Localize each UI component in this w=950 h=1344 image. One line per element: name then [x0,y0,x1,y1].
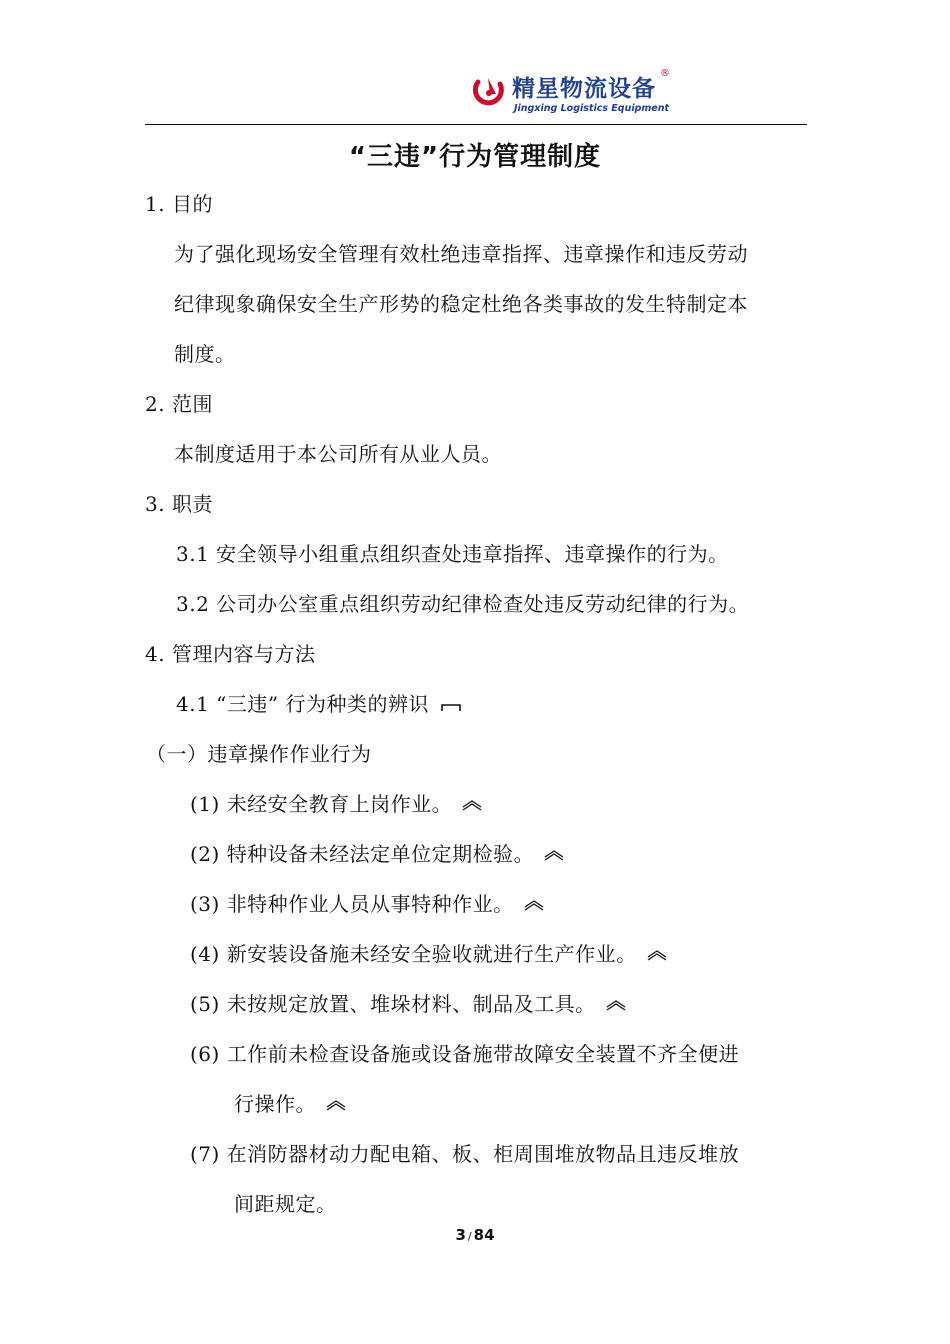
list-item-text: (1) 未经安全教育上岗作业。 [190,792,453,816]
list-item [190,890,545,918]
logo-chinese-name: 精星物流设备 [512,76,656,102]
page-number [0,1226,950,1244]
clause-4-1-text: 4.1 “三违” 行为种类的辨识 [176,692,429,716]
company-logo [470,68,680,120]
logo-icon [472,74,506,108]
list-item: (7) 在消防器材动力配电箱、板、柜周围堆放物品且违反堆放 [190,1142,740,1166]
page-separator: / [467,1230,472,1243]
section-1-paragraph-line: 纪律现象确保安全生产形势的稳定杜绝各类事故的发生特制定本 [174,292,748,316]
registered-mark: ® [660,68,670,79]
list-item-text: (3) 非特种作业人员从事特种作业。 [190,892,514,916]
clause-3-1: 3.1 安全领导小组重点组织查处违章指挥、违章操作的行为。 [176,542,729,566]
table-anchor-icon [438,700,464,712]
total-pages: 84 [473,1226,495,1244]
section-3-heading: 3. 职责 [145,492,213,516]
double-chevron-icon [325,1100,347,1112]
section-2-heading: 2. 范围 [145,392,213,416]
list-item-continuation [234,1090,347,1118]
current-page: 3 [455,1226,466,1244]
section-1-heading: 1. 目的 [145,192,213,216]
list-item-continuation: 间距规定。 [234,1192,337,1216]
section-1-paragraph-line: 为了强化现场安全管理有效杜绝违章指挥、违章操作和违反劳动 [174,242,748,266]
logo-english-name: Jingxing Logistics Equipment [514,103,670,114]
list-item-text: (4) 新安装设备施未经安全验收就进行生产作业。 [190,942,637,966]
clause-3-2: 3.2 公司办公室重点组织劳动纪律检查处违反劳动纪律的行为。 [176,592,750,616]
section-2-paragraph: 本制度适用于本公司所有从业人员。 [174,442,502,466]
header-divider [145,124,807,125]
list-item [190,840,565,868]
list-item-text: (5) 未按规定放置、堆垛材料、制品及工具。 [190,992,596,1016]
section-1-paragraph-line: 制度。 [174,342,236,366]
list-item [190,940,668,968]
list-item: (6) 工作前未检查设备施或设备施带故障安全装置不齐全便进 [190,1042,740,1066]
list-item [190,790,483,818]
list-item [190,990,627,1018]
subsection-1-heading: （一）违章操作作业行为 [146,742,372,766]
list-item-text: 行操作。 [234,1092,316,1116]
double-chevron-icon [605,1000,627,1012]
section-4-heading: 4. 管理内容与方法 [145,642,316,666]
clause-4-1 [176,690,464,718]
double-chevron-icon [646,950,668,962]
document-title: “三违”行为管理制度 [348,142,602,172]
double-chevron-icon [461,800,483,812]
double-chevron-icon [543,850,565,862]
double-chevron-icon [523,900,545,912]
list-item-text: (2) 特种设备未经法定单位定期检验。 [190,842,535,866]
